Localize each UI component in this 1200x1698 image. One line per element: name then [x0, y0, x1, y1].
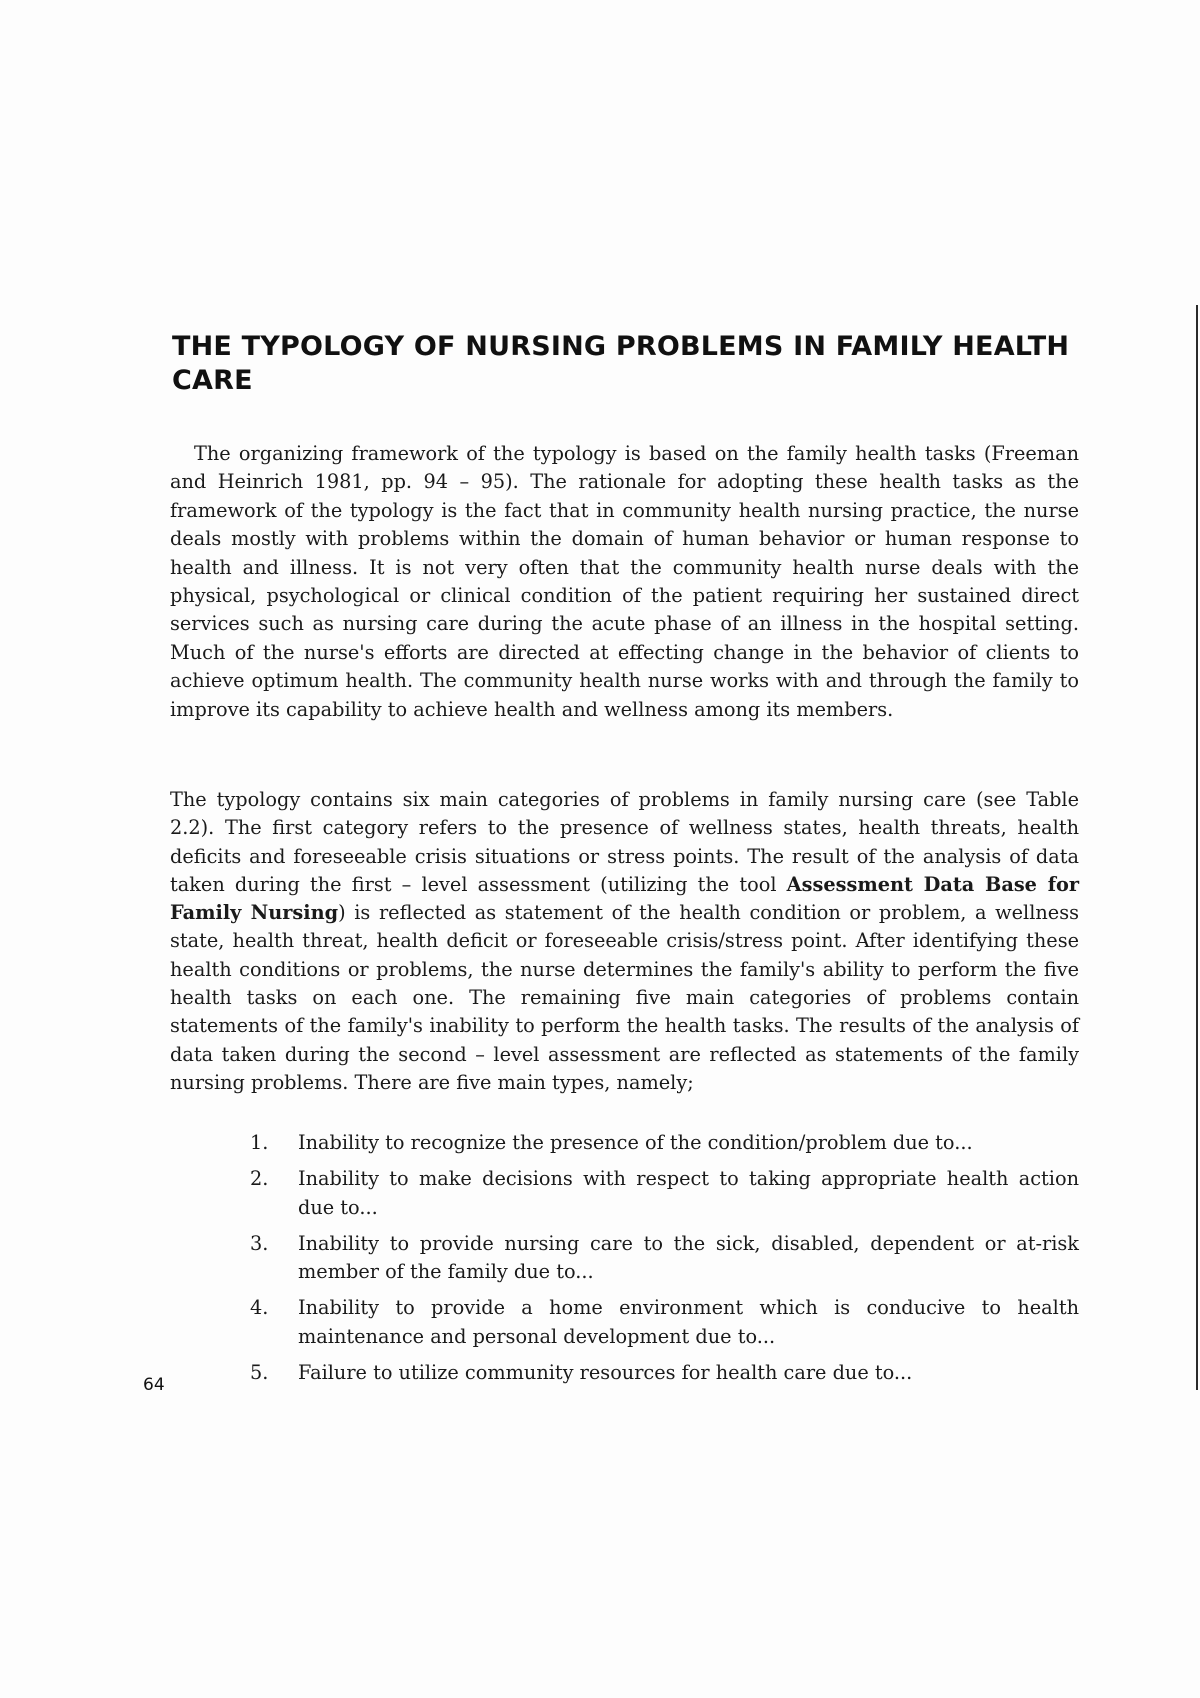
list-item-number: 5. [250, 1361, 269, 1385]
page-title: THE TYPOLOGY OF NURSING PROBLEMS IN FAMILY HEALTH CARE [172, 331, 1070, 396]
typology-paragraph [170, 786, 1079, 1097]
list-item [250, 1230, 1079, 1287]
list-item-number: 2. [250, 1167, 269, 1191]
list-item-number: 3. [250, 1231, 269, 1255]
scan-edge-line [1196, 305, 1198, 1390]
list-item [250, 1129, 1079, 1157]
list-item-number: 4. [250, 1296, 269, 1320]
typology-paragraph-text-start: The typology contains six main categories of problems in family nursing care (see Table 2.2). The first category refers to the presence of wellness states, health threats, health deficits and foreseeable crisis situations or stress points. The result of the analysis of data taken during the first – level assessment (utilizing the tool [170, 788, 1079, 896]
list-item-text: Failure to utilize community resources for health care due to... [298, 1361, 913, 1385]
list-item [250, 1165, 1079, 1222]
list-item-text: Inability to provide nursing care to the sick, disabled, dependent or at-risk member of the family due to... [298, 1231, 1079, 1284]
problem-types-list [250, 1129, 1079, 1395]
assessment-tool-name: Assessment Data Base for Family Nursing [170, 872, 1080, 925]
list-item-text: Inability to recognize the presence of the condition/problem due to... [298, 1131, 973, 1154]
list-item [250, 1359, 1079, 1387]
list-item-number: 1. [250, 1131, 269, 1154]
intro-paragraph: The organizing framework of the typology is based on the family health tasks (Freeman and Heinrich 1981, pp. 94 – 95). The rationale for adopting these health tasks as the framework of the typology is the fact that in community health nursing practice, the nurse deals mostly with problems within the domain of human behavior or human response to health and illness. It is not very often that the community health nurse deals with the physical, psychological or clinical condition of the patient requiring her sustained direct services such as nursing care during the acute phase of an illness in the hospital setting. Much of the nurse's efforts are directed at effecting change in the behavior of clients to achieve optimum health. The community health nurse works with and through the family to improve its capability to achieve health and wellness among its members. [170, 442, 1079, 721]
list-item-text: Inability to make decisions with respect to taking appropriate health action due to... [298, 1167, 1079, 1219]
list-item [250, 1294, 1079, 1351]
list-item-text: Inability to provide a home environment which is conducive to health maintenance and personal development due to... [298, 1296, 1079, 1348]
typology-paragraph-text-end: ) is reflected as statement of the health condition or problem, a wellness state, health threat, health deficit or foreseeable crisis/stress point. After identifying these health conditions or problems, the nurse determines the family's ability to perform the five health tasks on each one. The remaining five main categories of problems contain statements of the family's inability to perform the health tasks. The results of the analysis of data taken during the second – level assessment are reflected as statements of the family nursing problems. There are five main types, namely; [170, 901, 1079, 1094]
page-number: 64 [143, 1375, 165, 1395]
